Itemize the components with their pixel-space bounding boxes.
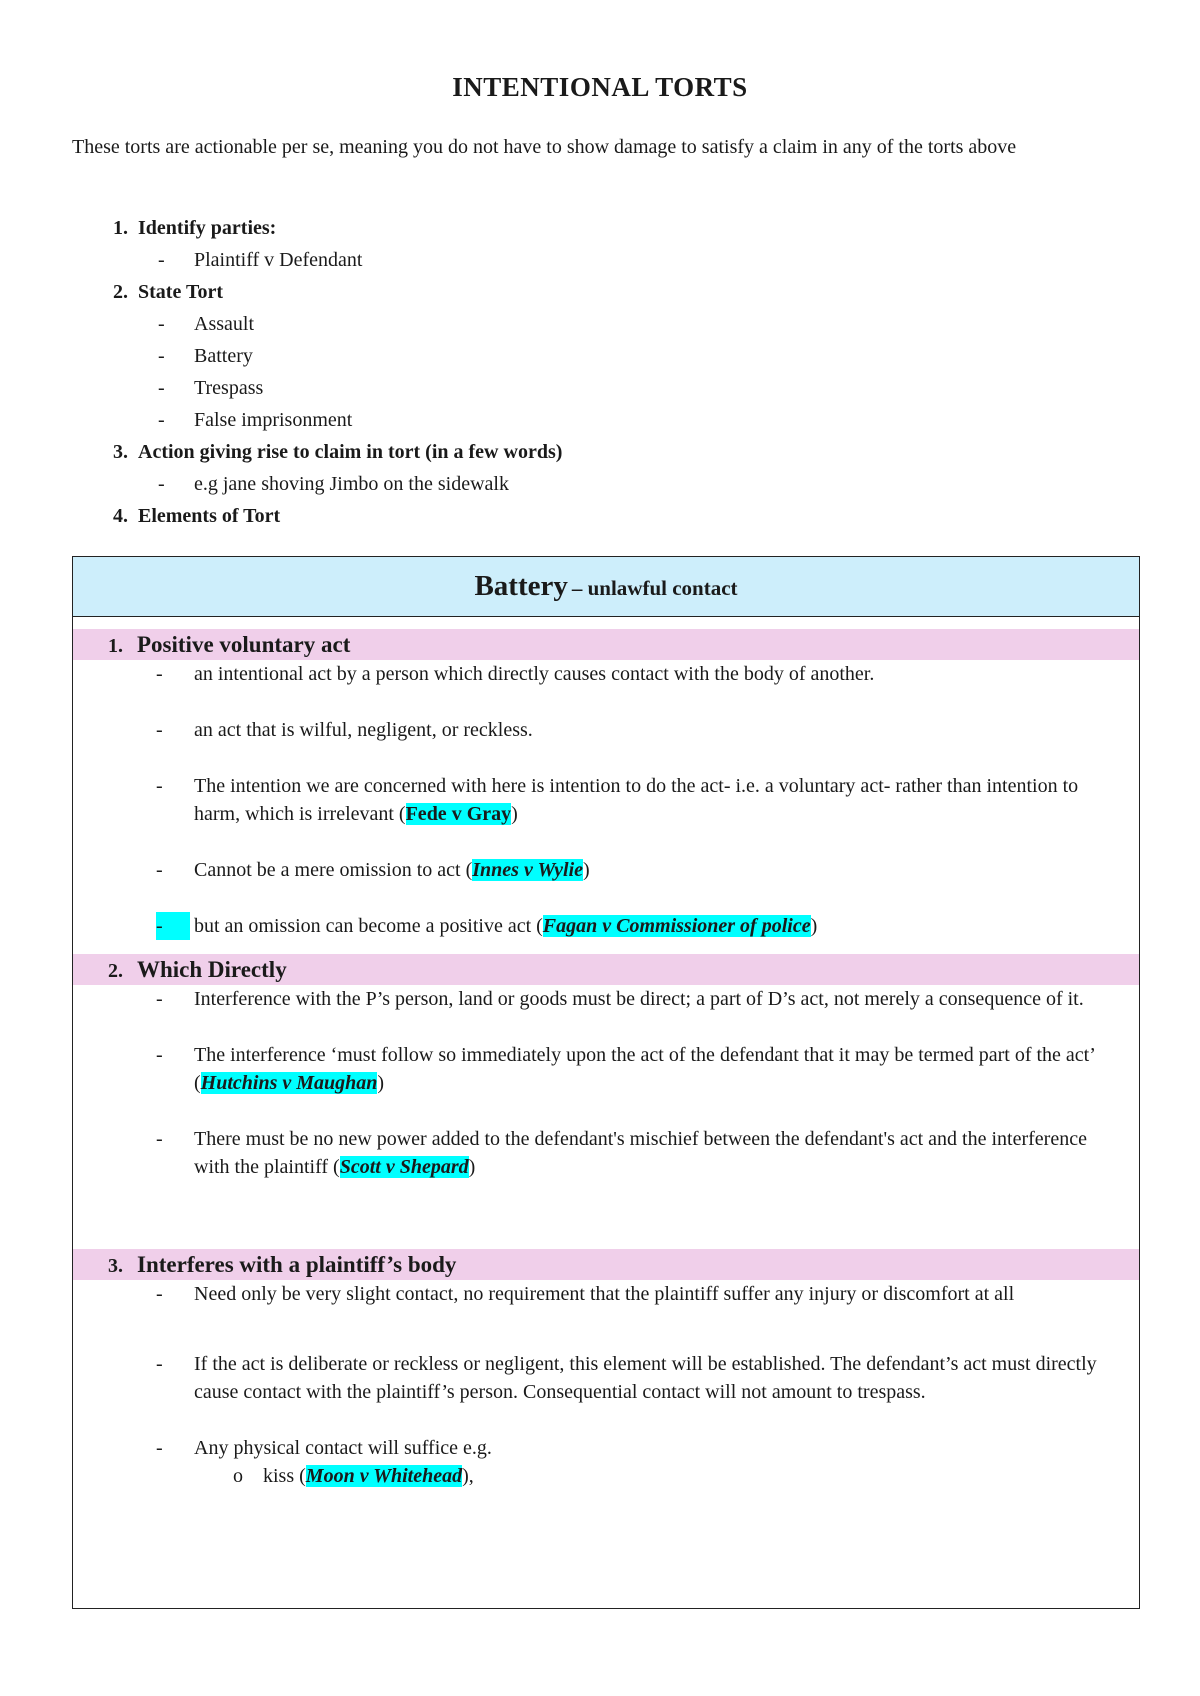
step-2: 2. State Tort (113, 281, 223, 303)
step-2-sub: - Trespass (158, 377, 264, 399)
case-citation: Fagan v Commissioner of police (542, 915, 811, 937)
point: - Interference with the P’s person, land or goods must be direct; a part of D’s act, not merely a consequence of it. (156, 988, 1084, 1010)
case-citation: Innes v Wylie (472, 859, 584, 881)
battery-table (72, 556, 1140, 1609)
steps-list (72, 212, 1132, 532)
point: - an intentional act by a person which directly causes contact with the body of another. (156, 663, 875, 685)
step-1: 1. Identify parties: (113, 217, 277, 239)
case-citation: Scott v Shepard (339, 1156, 469, 1178)
step-2-sub: - Battery (158, 345, 253, 367)
case-citation: Hutchins v Maughan (200, 1072, 378, 1094)
page-title: INTENTIONAL TORTS (452, 72, 748, 102)
section-which-directly: 2. Which Directly (73, 954, 1139, 985)
step-3: 3. Action giving rise to claim in tort (in a few words) (113, 441, 563, 463)
point: - If the act is deliberate or reckless or negligent, this element will be established. The defendant’s act must directly cause contact with the plaintiff’s person. Consequential contact will not amount to trespass. (156, 1353, 1097, 1403)
battery-title: Battery (474, 570, 568, 602)
step-4: 4. Elements of Tort (113, 505, 281, 527)
point: - The interference ‘must follow so immediately upon the act of the defendant that it may be termed part of the act’ (Hutchins v Maughan) (156, 1044, 1095, 1094)
battery-subtitle: – unlawful contact (571, 576, 738, 600)
step-2-sub: - Assault (158, 313, 254, 335)
point: - Need only be very slight contact, no requirement that the plaintiff suffer any injury or discomfort at all (156, 1283, 1015, 1305)
intro-paragraph: These torts are actionable per se, meaning you do not have to show damage to satisfy a claim in any of the torts above (72, 136, 1017, 158)
point: - There must be no new power added to the defendant's mischief between the defendant's act and the interference with the plaintiff (Scott v Shepard) (156, 1128, 1087, 1178)
battery-header (73, 557, 1139, 617)
case-citation: Moon v Whitehead (305, 1465, 463, 1487)
point: - an act that is wilful, negligent, or reckless. (156, 719, 533, 741)
point: - Cannot be a mere omission to act (Innes v Wylie) (156, 859, 590, 881)
section-interferes-with-body: 3. Interferes with a plaintiff’s body (73, 1249, 1139, 1280)
point: - but an omission can become a positive act (Fagan v Commissioner of police) (73, 912, 1139, 940)
point: - The intention we are concerned with here is intention to do the act- i.e. a voluntary act- rather than intention to harm, which is irrelevant (Fede v Gray) (156, 775, 1079, 825)
case-citation: Fede v Gray (405, 803, 512, 825)
step-1-sub: - Plaintiff v Defendant (158, 249, 363, 271)
section-positive-voluntary-act: 1. Positive voluntary act (73, 629, 1139, 660)
step-3-sub: - e.g jane shoving Jimbo on the sidewalk (158, 473, 509, 495)
point: - Any physical contact will suffice e.g. (156, 1437, 492, 1459)
step-2-sub: - False imprisonment (158, 409, 353, 431)
sub-point: o kiss (Moon v Whitehead), (233, 1465, 474, 1487)
